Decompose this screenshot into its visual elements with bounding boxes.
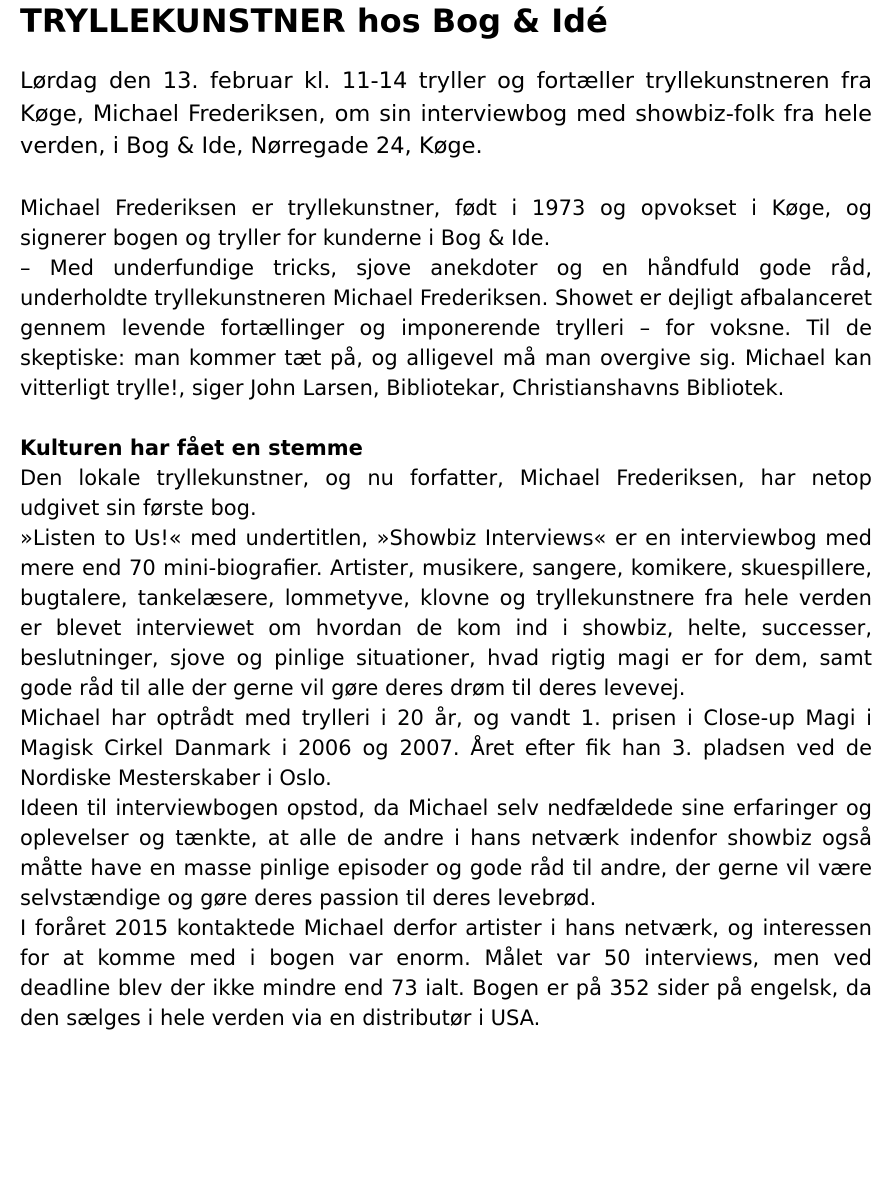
article-body-section-2 — [20, 433, 872, 1033]
paragraph: I foråret 2015 kontaktede Michael derfor artister i hans netværk, og interessen for at komme med i bogen var enorm. Målet var 50 interviews, men ved deadline blev der ikke mindre end 73 ialt. Bogen er på 352 sider på engelsk, da den sælges i hele verden via en distributør i USA. — [20, 915, 872, 1030]
paragraph: – Med underfundige tricks, sjove anekdoter og en håndfuld gode råd, underholdte tryllekunstneren Michael Frederiksen. Showet er dejligt afbalanceret gennem levende fortællinger og imponerende trylleri – for voksne. Til de skeptiske: man kommer tæt på, og alligevel må man overgive sig. Michael kan vitterligt trylle!, siger John Larsen, Bibliotekar, Christianshavns Bibliotek. — [20, 255, 872, 400]
paragraph: Ideen til interviewbogen opstod, da Michael selv nedfældede sine erfaringer og oplevelser og tænkte, at alle de andre i hans netværk indenfor showbiz også måtte have en masse pinlige episoder og gode råd til andre, der gerne vil være selvstændige og gøre deres passion til deres levebrød. — [20, 795, 872, 910]
section-subheading: Kulturen har fået en stemme — [20, 435, 363, 460]
paragraph: Michael har optrådt med trylleri i 20 år, og vandt 1. prisen i Close-up Magi i Magisk Cirkel Danmark i 2006 og 2007. Året efter fik han 3. pladsen ved de Nordiske Mesterskaber i Oslo. — [20, 705, 872, 790]
article — [20, 0, 872, 1033]
spacer — [20, 403, 872, 433]
paragraph: Den lokale tryllekunstner, og nu forfatter, Michael Frederiksen, har netop udgivet sin første bog. — [20, 465, 872, 520]
paragraph: »Listen to Us!« med undertitlen, »Showbiz Interviews« er en interviewbog med mere end 70 mini-biografier. Artister, musikere, sangere, komikere, skuespillere, bugtalere, tankelæsere, lommetyve, klovne og tryllekunstnere fra hele verden er blevet interviewet om hvordan de kom ind i showbiz, helte, successer, beslutninger, sjove og pinlige situationer, hvad rigtig magi er for dem, samt gode råd til alle der gerne vil gøre deres drøm til deres levevej. — [20, 525, 872, 700]
paragraph: Michael Frederiksen er tryllekunstner, født i 1973 og opvokset i Køge, og signerer bogen og tryller for kunderne i Bog & Ide. — [20, 195, 872, 250]
article-body-section-1 — [20, 193, 872, 403]
article-title: TRYLLEKUNSTNER hos Bog & Idé — [20, 2, 608, 40]
article-lead: Lørdag den 13. februar kl. 11-14 tryller og fortæller tryllekunstneren fra Køge, Michael Frederiksen, om sin interviewbog med showbiz-folk fra hele verden, i Bog & Ide, Nørregade 24, Køge. — [20, 68, 872, 159]
